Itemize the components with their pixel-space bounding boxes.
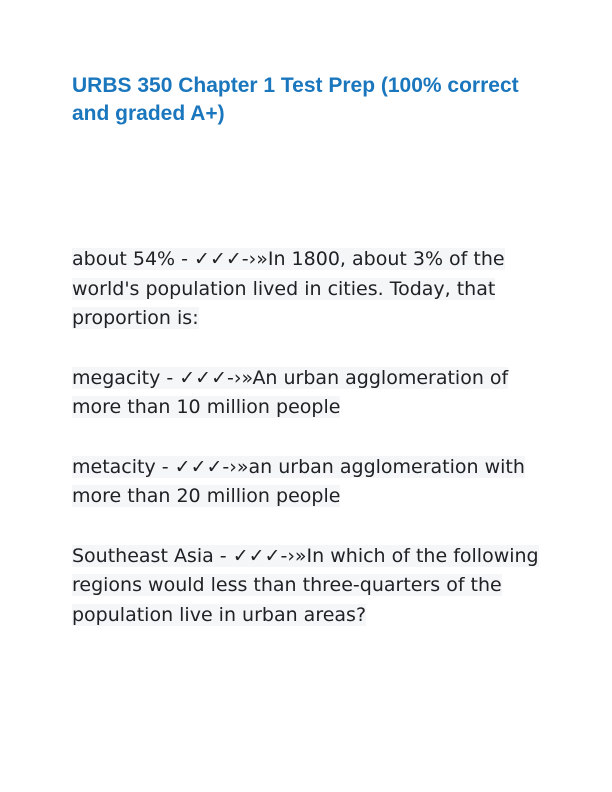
- flashcard-answer: metacity: [72, 455, 156, 478]
- flashcard-separator: - ✓✓✓-›»: [175, 248, 268, 270]
- flashcard-question: In which of the following regions would less than three-quarters of the population live in urban areas?: [72, 544, 539, 626]
- flashcard-separator: - ✓✓✓-›»: [160, 366, 253, 389]
- document-title: URBS 350 Chapter 1 Test Prep (100% correct and graded A+): [72, 74, 519, 125]
- flashcard-question: an urban agglomeration with more than 20 million people: [72, 455, 525, 507]
- flashcard-item: [72, 453, 547, 512]
- flashcard-question: An urban agglomeration of more than 10 million people: [72, 366, 509, 418]
- flashcard-separator: - ✓✓✓-›»: [155, 455, 249, 478]
- flashcard-separator: - ✓✓✓-›»: [213, 544, 307, 567]
- flashcard-answer: about 54%: [72, 248, 176, 270]
- flashcard-item: [72, 245, 547, 334]
- flashcard-question: In 1800, about 3% of the world's population lived in cities. Today, that proportion is:: [72, 248, 505, 329]
- flashcard-list: [72, 245, 547, 660]
- flashcard-item: [72, 542, 547, 631]
- flashcard-answer: Southeast Asia: [72, 544, 214, 567]
- flashcard-answer: megacity: [72, 366, 161, 389]
- flashcard-item: [72, 364, 547, 423]
